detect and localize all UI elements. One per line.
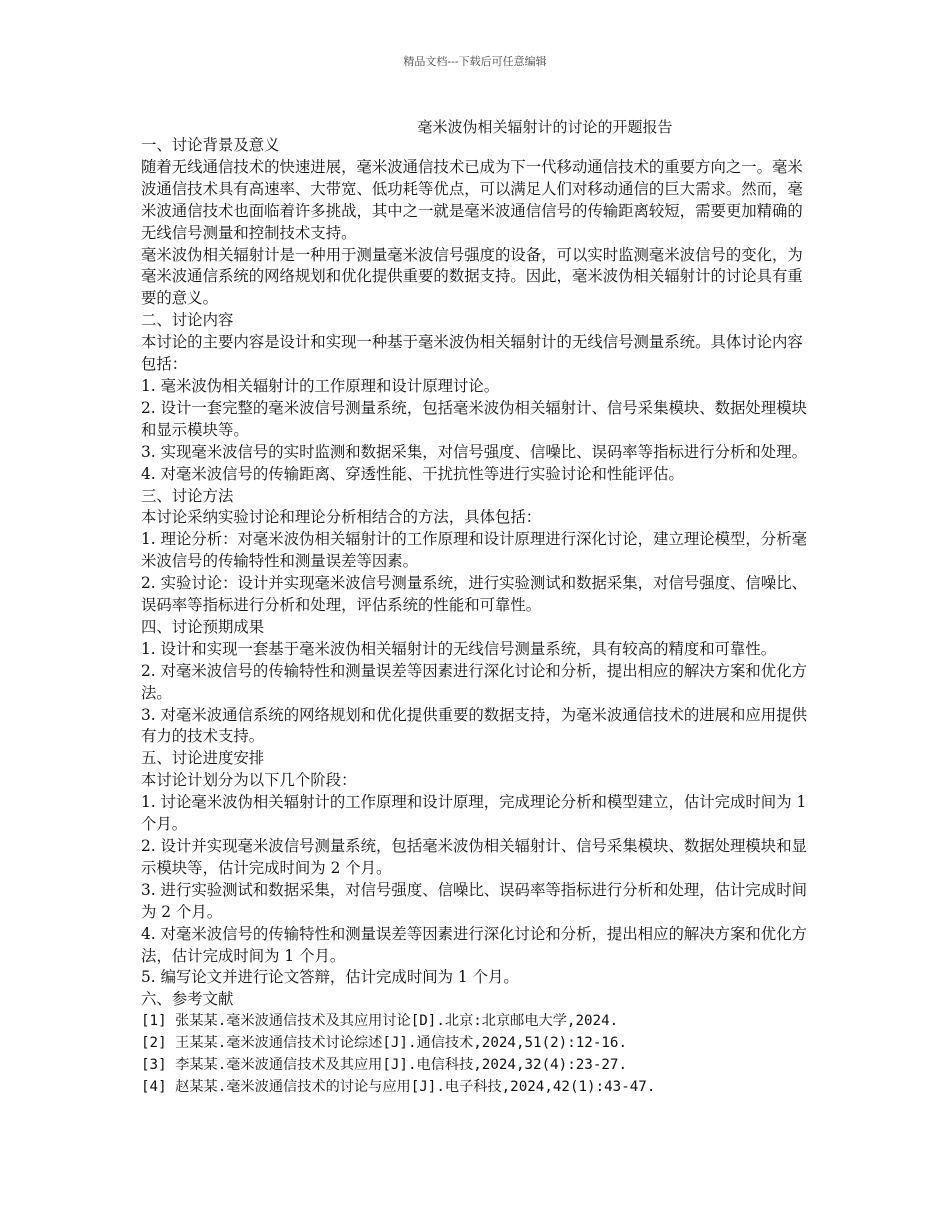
section-heading: 四、讨论预期成果	[141, 617, 265, 636]
reference-item: [4] 赵某某.毫米波通信技术的讨论与应用[J].电子科技,2024,42(1):43-47.	[141, 1078, 656, 1095]
list-item: 2. 对毫米波信号的传输特性和测量误差等因素进行深化讨论和分析，提出相应的解决方案和优化方法。	[141, 661, 807, 702]
reference-list	[141, 1011, 813, 1099]
list-item: 1. 设计和实现一套基于毫米波伪相关辐射计的无线信号测量系统，具有较高的精度和可靠性。	[141, 639, 777, 658]
list-item: 3. 对毫米波通信系统的网络规划和优化提供重要的数据支持，为毫米波通信技术的进展和应用提供有力的技术支持。	[141, 705, 807, 746]
section-heading: 二、讨论内容	[141, 311, 234, 330]
reference-item: [1] 张某某.毫米波通信技术及其应用讨论[D].北京:北京邮电大学,2024.	[141, 1013, 619, 1030]
reference-item: [3] 李某某.毫米波通信技术及其应用[J].电信科技,2024,32(4):23-27.	[141, 1057, 627, 1074]
document-title: 毫米波伪相关辐射计的讨论的开题报告	[417, 118, 673, 136]
page-header: 精品文档---下载后可任意编辑	[403, 55, 547, 68]
section-heading: 五、讨论进度安排	[141, 749, 265, 768]
section-heading: 一、讨论背景及意义	[141, 136, 280, 154]
document-body	[141, 135, 813, 1099]
paragraph: 毫米波伪相关辐射计是一种用于测量毫米波信号强度的设备，可以实时监测毫米波信号的变化，为毫米波通信系统的网络规划和优化提供重要的数据支持。因此，毫米波伪相关辐射计的讨论具有重要的意义。	[141, 245, 803, 308]
list-item: 4. 对毫米波信号的传输特性和测量误差等因素进行深化讨论和分析，提出相应的解决方案和优化方法，估计完成时间为 1 个月。	[141, 924, 807, 965]
list-item: 2. 设计并实现毫米波信号测量系统，包括毫米波伪相关辐射计、信号采集模块、数据处理模块和显示模块等，估计完成时间为 2 个月。	[141, 837, 807, 877]
list-item: 2. 实验讨论：设计并实现毫米波信号测量系统，进行实验测试和数据采集，对信号强度、信噪比、误码率等指标进行分析和处理，评估系统的性能和可靠性。	[141, 574, 807, 615]
list-item: 3. 进行实验测试和数据采集，对信号强度、信噪比、误码率等指标进行分析和处理，估计完成时间为 2 个月。	[141, 880, 807, 921]
section-heading: 六、参考文献	[141, 990, 234, 1009]
section-heading: 三、讨论方法	[141, 486, 234, 505]
paragraph: 本讨论计划分为以下几个阶段：	[141, 771, 357, 790]
list-item: 5. 编写论文并进行论文答辩，估计完成时间为 1 个月。	[141, 968, 519, 987]
list-item: 1. 毫米波伪相关辐射计的工作原理和设计原理讨论。	[141, 376, 500, 395]
list-item: 3. 实现毫米波信号的实时监测和数据采集，对信号强度、信噪比、误码率等指标进行分析和处理。	[141, 442, 807, 461]
list-item: 4. 对毫米波信号的传输距离、穿透性能、干扰抗性等进行实验讨论和性能评估。	[141, 464, 684, 483]
paragraph: 本讨论的主要内容是设计和实现一种基于毫米波伪相关辐射计的无线信号测量系统。具体讨论内容包括：	[141, 333, 803, 374]
list-item: 1. 理论分析：对毫米波伪相关辐射计的工作原理和设计原理进行深化讨论，建立理论模型，分析毫米波信号的传输特性和测量误差等因素。	[141, 530, 807, 571]
paragraph: 随着无线通信技术的快速进展，毫米波通信技术已成为下一代移动通信技术的重要方向之一。毫米波通信技术具有高速率、大带宽、低功耗等优点，可以满足人们对移动通信的巨大需求。然而，毫米波通信技术也面临着许多挑战，其中之一就是毫米波通信信号的传输距离较短，需要更加精确的无线信号测量和控制技术支持。	[141, 157, 803, 242]
paragraph: 本讨论采纳实验讨论和理论分析相结合的方法，具体包括：	[141, 508, 542, 527]
list-item: 1. 讨论毫米波伪相关辐射计的工作原理和设计原理，完成理论分析和模型建立，估计完成时间为 1 个月。	[141, 793, 807, 834]
list-item: 2. 设计一套完整的毫米波信号测量系统，包括毫米波伪相关辐射计、信号采集模块、数据处理模块和显示模块等。	[141, 398, 807, 439]
reference-item: [2] 王某某.毫米波通信技术讨论综述[J].通信技术,2024,51(2):12-16.	[141, 1035, 627, 1052]
